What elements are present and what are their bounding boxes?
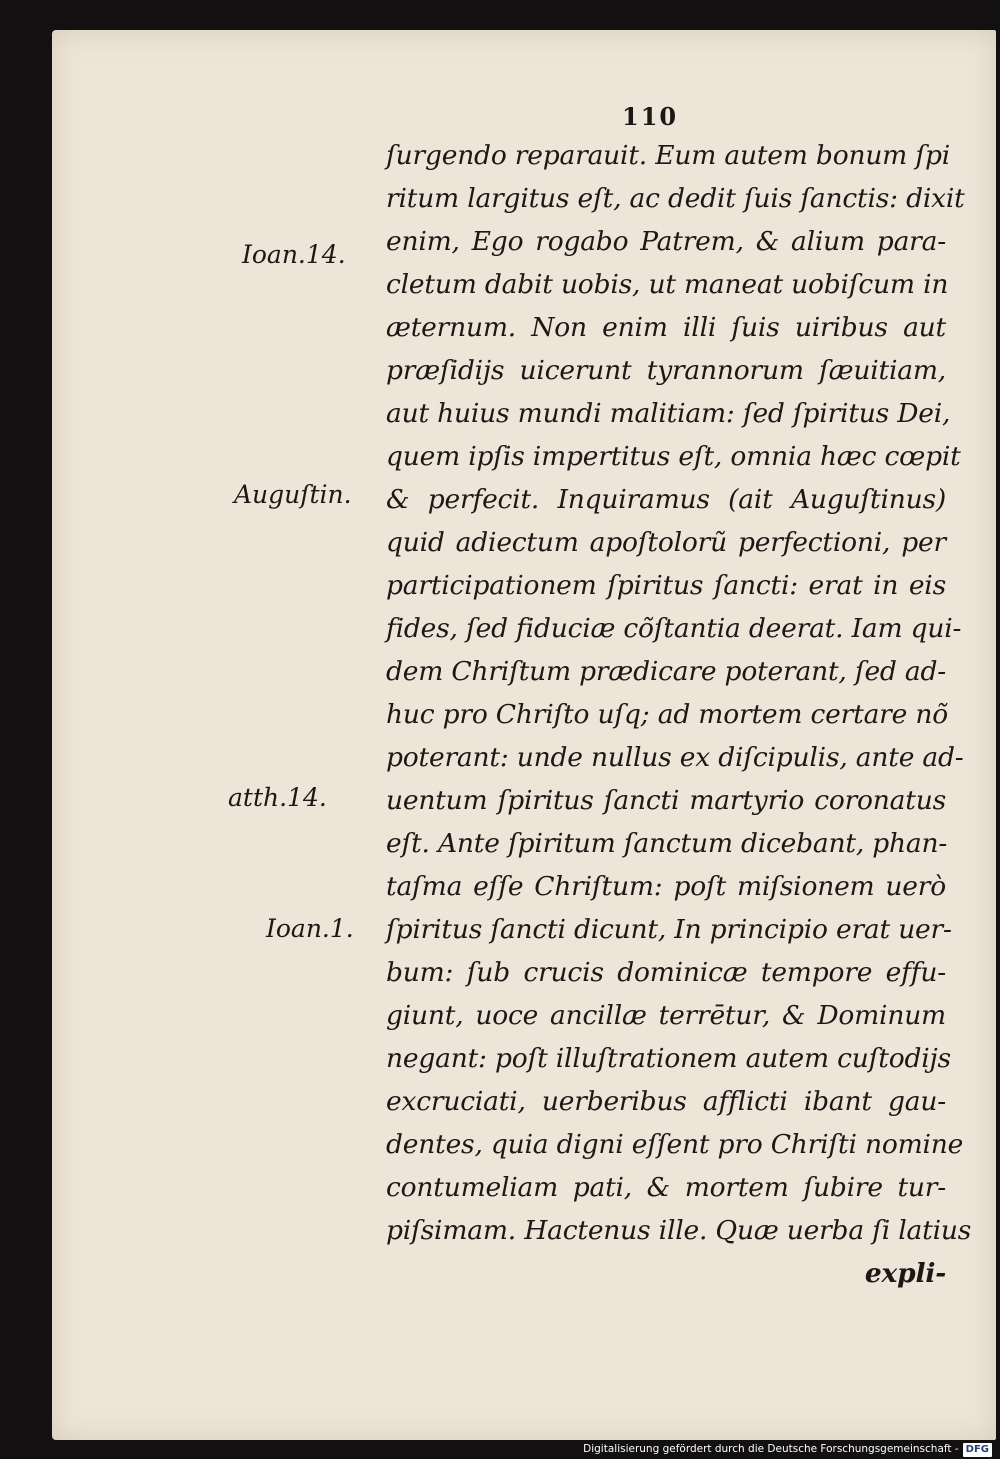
dfg-logo: DFG [963,1443,992,1457]
text-line: fides, ſed fiduciæ cõſtantia deerat. Iam qui- [386,613,962,644]
marginal-note-ioan-1: Ioan.1. [266,914,354,943]
credit-text: Digitalisierung gefördert durch die Deutsche Forschungsgemeinschaft - [583,1443,959,1455]
text-line: cletum dabit uobis, ut maneat uobiſcum in [386,269,949,300]
text-line: quem ipſis impertitus eſt, omnia hæc cœpit [386,441,961,472]
text-line: dem Chriſtum prædicare poterant, ſed ad- [386,656,947,687]
book-page [52,30,996,1440]
text-line: ritum largitus eſt, ac dedit ſuis ſanctis: dixit [386,183,965,214]
catchword: expli- [864,1258,946,1289]
text-line: dentes, quia digni eſſent pro Chriſti nomine [386,1129,964,1160]
text-line: poterant: unde nullus ex diſcipulis, ante ad- [386,742,964,773]
page-number: 110 [622,102,679,131]
text-line: contumeliam pati, & mortem ſubire tur- [386,1172,946,1203]
text-line: uentum ſpiritus ſancti martyrio coronatus [386,785,946,816]
text-line: huc pro Chriſto uſq; ad mortem certare nõ [386,699,948,730]
text-line: æternum. Non enim illi ſuis uiribus aut [386,312,946,343]
marginal-note-augustin: Auguſtin. [234,480,352,509]
digitization-credit [583,1442,992,1456]
text-line: quid adiectum apoſtolorũ perfectioni, per [386,527,946,558]
marginal-note-matth-14: atth.14. [228,783,327,812]
text-line: bum: ſub crucis dominicæ tempore effu- [386,957,946,988]
text-line: negant: poſt illuſtrationem autem cuſtodijs [386,1043,951,1074]
text-line: enim, Ego rogabo Patrem, & alium para- [386,226,946,257]
text-line: excruciati, uerberibus afflicti ibant gau- [386,1086,946,1117]
text-line: præſidijs uicerunt tyrannorum ſæuitiam, [386,355,946,386]
text-line: eſt. Ante ſpiritum ſanctum dicebant, phan- [386,828,948,859]
text-line: & perfecit. Inquiramus (ait Auguſtinus) [386,484,946,515]
text-line: aut huius mundi malitiam: ſed ſpiritus Dei, [386,398,951,429]
text-line: ſurgendo reparauit. Eum autem bonum ſpi [386,140,950,171]
text-line: piſsimam. Hactenus ille. Quæ uerba ſi latius [386,1215,972,1246]
body-text [386,134,972,1295]
marginal-note-ioan-14: Ioan.14. [242,240,346,269]
text-line: ſpiritus ſancti dicunt, In principio erat uer- [386,914,952,945]
text-line: participationem ſpiritus ſancti: erat in eis [386,570,946,601]
text-line: giunt, uoce ancillæ terrētur, & Dominum [386,1000,946,1031]
text-line: taſma eſſe Chriſtum: poſt miſsionem uerò [386,871,946,902]
